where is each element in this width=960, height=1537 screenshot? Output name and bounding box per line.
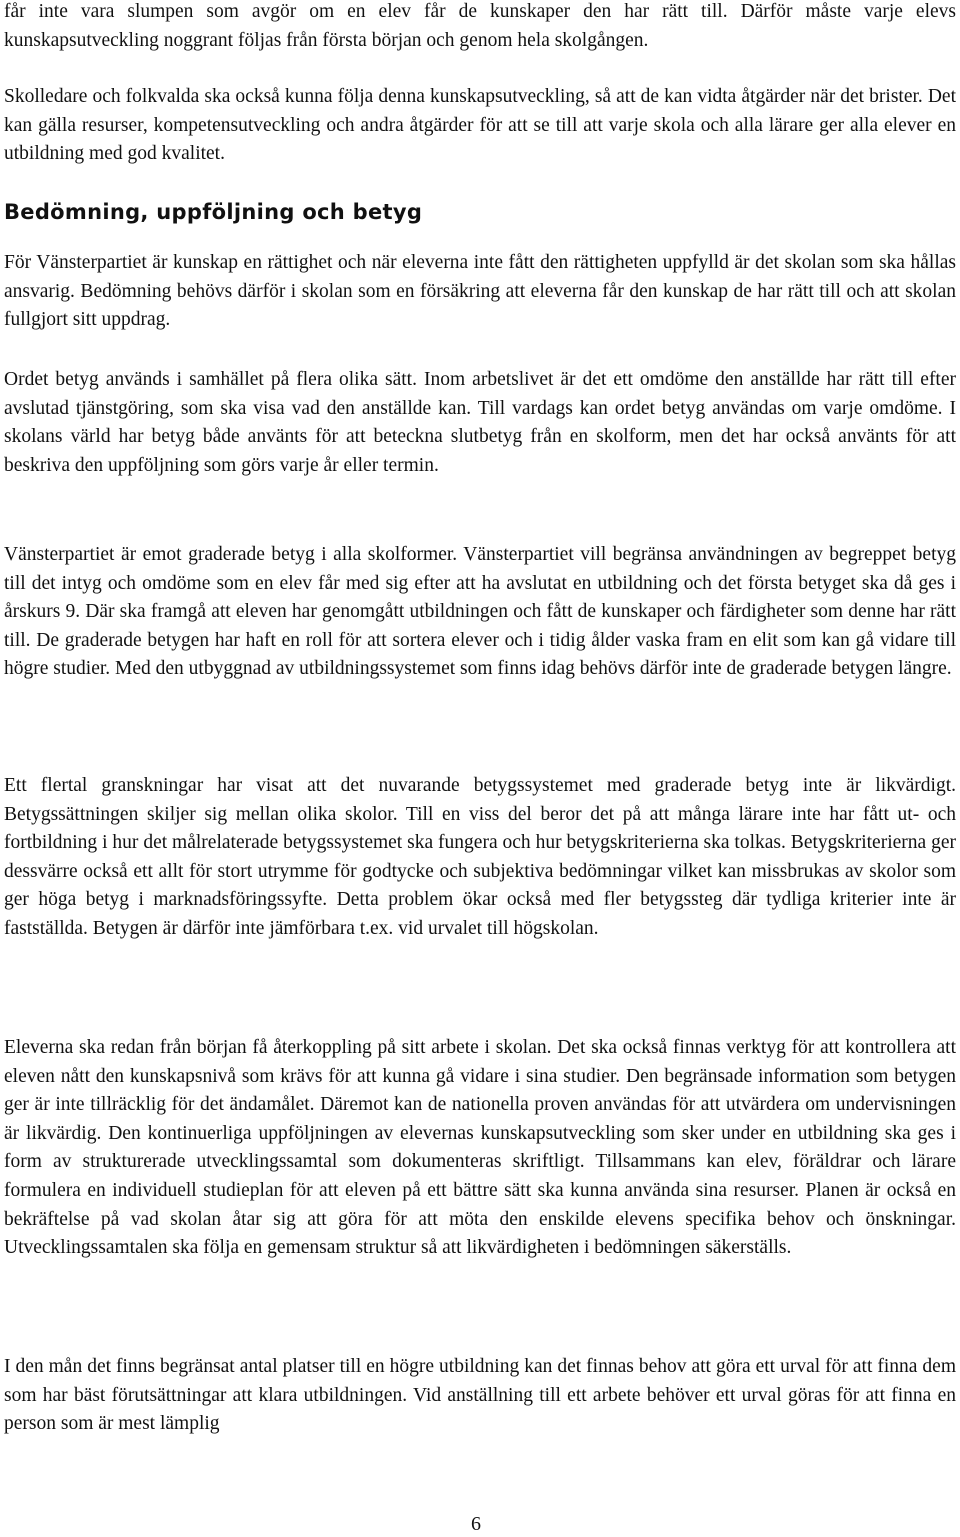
page-number: 6 xyxy=(471,1513,481,1535)
paragraph-selection: I den mån det finns begränsat antal platser till en högre utbildning kan det finnas behov att göra ett urval för att finna dem som har bäst förutsättningar att klara utbildningen. Vid anställning till ett arbete behöver ett urval göras för att finna en person som är mest lämplig xyxy=(4,1356,956,1435)
paragraph-assessment-right: För Vänsterpartiet är kunskap en rättighet och när eleverna inte fått den rättigheten uppfylld är det skolan som ska hållas ansvarig. Bedömning behövs därför i skolan som en försäkring att eleverna får den kunskap de har rätt till och att skolan fullgjort sitt uppdrag. xyxy=(4,252,956,331)
section-heading: Bedömning, uppföljning och betyg xyxy=(4,200,423,224)
paragraph-reviews: Ett flertal granskningar har visat att det nuvarande betygssystemet med graderade betyg inte är likvärdigt. Betygssättningen skiljer sig mellan olika skolor. Till en viss del beror det på att många lärare inte har fått ut- och fortbildning i hur det målrelaterade betygssystemet ska fungera och hur betygskriterierna ska tolkas. Betygskriterierna ger dessvärre också ett allt för stort utrymme för godtycke och subjektiva bedömningar vilket kan missbrukas av skolor som ger höga betyg i marknadsföringssyfte. Detta problem ökar också med fler betygssteg där tydliga kriterier inte är fastställda. Betygen är därför inte jämförbara t.ex. vid urvalet till högskolan. xyxy=(4,775,956,939)
paragraph-school-leaders: Skolledare och folkvalda ska också kunna följa denna kunskapsutveckling, så att de kan vidta åtgärder när det brister. Det kan gälla resurser, kompetensutveckling och andra åtgärder för att se till att varje skola och alla lärare ger alla elever en utbildning med god kvalitet. xyxy=(4,86,956,165)
paragraph-feedback: Eleverna ska redan från början få återkoppling på sitt arbete i skolan. Det ska också finnas verktyg för att kontrollera att eleven nått den kunskapsnivå som krävs för att kunna gå vidare i sina studier. Den begränsade information som betygen ger är inte tillräcklig för det ändamålet. Däremot kan de nationella proven användas för att utvärdera om undervisningen är likvärdig. Den kontinuerliga uppföljningen av elevernas kunskapsutveckling som sker under en utbildning ska ges i form av strukturerade utvecklingssamtal som dokumenteras skriftligt. Tillsammans kan elev, föräldrar och lärare formulera en individuell studieplan för att eleven på ett bättre sätt ska kunna använda sina resurser. Planen är också en bekräftelse på vad skolan åtar sig att göra för att möta den enskilde elevens specifika behov och önskningar. Utvecklingssamtalen ska följa en gemensam struktur så att likvärdigheten i bedömningen säkerställs. xyxy=(4,1037,956,1259)
paragraph-intro-continued: får inte vara slumpen som avgör om en elev får de kunskaper den har rätt till. Därför måste varje elevs kunskapsutveckling noggrant följas från första början och genom hela skolgången. xyxy=(4,1,956,51)
paragraph-against-grades: Vänsterpartiet är emot graderade betyg i alla skolformer. Vänsterpartiet vill begränsa användningen av begreppet betyg till det intyg och omdöme som en elev får med sig efter att ha avslutat en utbildning och det första betyget ska då ges i årskurs 9. Där ska framgå att eleven har genomgått utbildningen och fått de kunskaper och färdigheter som denne har rätt till. De graderade betygen har haft en roll för att sortera elever och i tidig ålder vaska fram en elit som kan gå vidare till högre studier. Med den utbyggnad av utbildningssystemet som finns idag behövs därför inte de graderade betygen längre. xyxy=(4,544,956,680)
paragraph-grade-word: Ordet betyg används i samhället på flera olika sätt. Inom arbetslivet är det ett omdöme den anställde har rätt till efter avslutad tjänstgöring, som ska visa vad den anställde kan. Till vardags kan ordet betyg användas om varje omdöme. I skolans värld har betyg både använts för att beteckna slutbetyg från en skolform, men det har också använts för att beskriva den uppföljning som görs varje år eller termin. xyxy=(4,369,956,476)
